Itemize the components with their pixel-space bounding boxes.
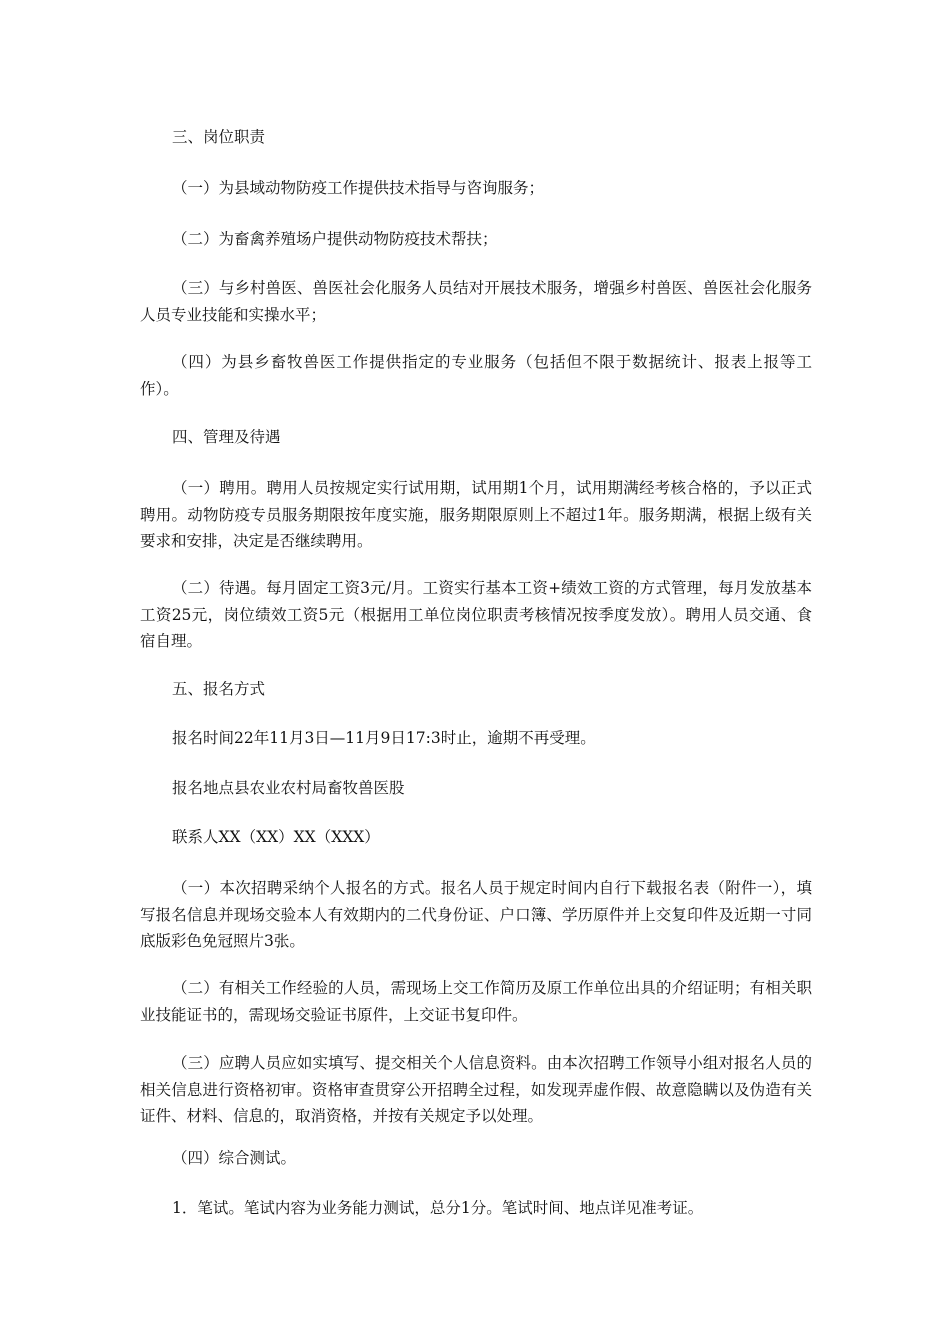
paragraph-registration-location: 报名地点县农业农村局畜牧兽医股 (172, 779, 405, 797)
section-heading-registration: 五、报名方式 (172, 680, 266, 698)
paragraph-experience-proof: （二）有相关工作经验的人员，需现场上交工作简历及原工作单位出具的介绍证明；有相关职业技能证书的，需现场交验证书原件，上交证书复印件。 (140, 979, 812, 1024)
section-heading-management: 四、管理及待遇 (172, 428, 281, 446)
paragraph-written-test: 1．笔试。笔试内容为业务能力测试，总分1分。笔试时间、地点详见准考证。 (172, 1199, 704, 1217)
paragraph-qualification-review: （三）应聘人员应如实填写、提交相关个人信息资料。由本次招聘工作领导小组对报名人员的相关信息进行资格初审。资格审查贯穿公开招聘全过程，如发现弄虚作假、故意隐瞒以及伪造有关证件、材料、信息的，取消资格，并按有关规定予以处理。 (140, 1054, 812, 1125)
paragraph-comprehensive-test: （四）综合测试。 (172, 1149, 297, 1167)
paragraph-employment: （一）聘用。聘用人员按规定实行试用期，试用期1个月，试用期满经考核合格的，予以正式聘用。动物防疫专员服务期限按年度实施，服务期限原则上不超过1年。服务期满，根据上级有关要求和安排，决定是否继续聘用。 (140, 479, 812, 550)
section-heading-duties: 三、岗位职责 (172, 128, 266, 146)
paragraph-duty-1: （一）为县域动物防疫工作提供技术指导与咨询服务； (172, 179, 545, 197)
paragraph-duty-2: （二）为畜禽养殖场户提供动物防疫技术帮扶； (172, 230, 498, 248)
paragraph-duty-4: （四）为县乡畜牧兽医工作提供指定的专业服务（包括但不限于数据统计、报表上报等工作）。 (140, 353, 812, 398)
paragraph-salary: （二）待遇。每月固定工资3元/月。工资实行基本工资+绩效工资的方式管理，每月发放基本工资25元，岗位绩效工资5元（根据用工单位岗位职责考核情况按季度发放）。聘用人员交通、食宿自理。 (140, 579, 812, 650)
paragraph-contact: 联系人XX（XX）XX（XXX） (172, 828, 380, 846)
paragraph-registration-method: （一）本次招聘采纳个人报名的方式。报名人员于规定时间内自行下载报名表（附件一），填写报名信息并现场交验本人有效期内的二代身份证、户口簿、学历原件并上交复印件及近期一寸同底版彩色免冠照片3张。 (140, 879, 812, 950)
paragraph-registration-time: 报名时间22年11月3日—11月9日17:3时止，逾期不再受理。 (172, 729, 596, 747)
paragraph-duty-3: （三）与乡村兽医、兽医社会化服务人员结对开展技术服务，增强乡村兽医、兽医社会化服务人员专业技能和实操水平； (140, 279, 812, 324)
